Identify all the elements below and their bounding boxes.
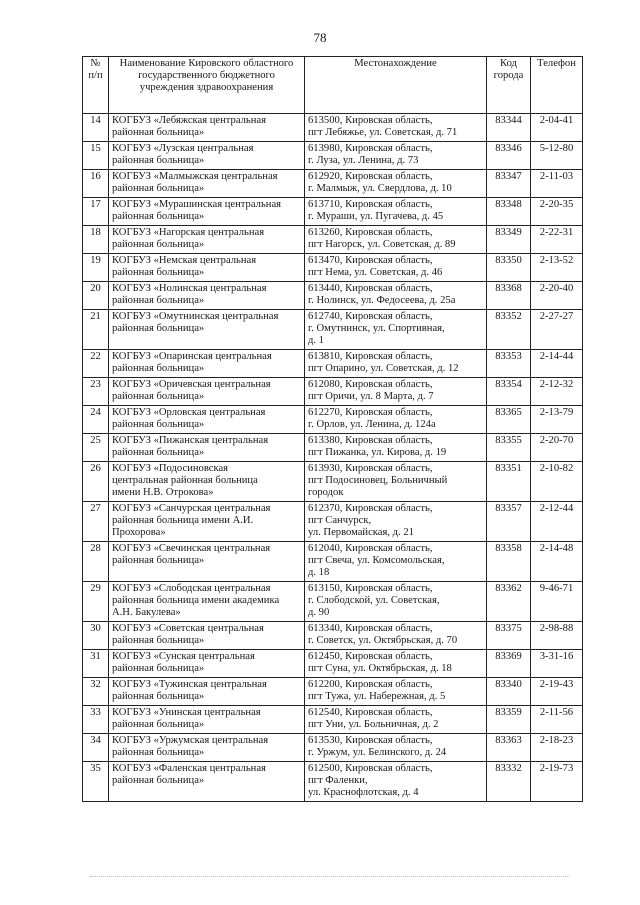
header-city-code: Код города (487, 57, 531, 114)
institution-name: КОГБУЗ «Подосиновская центральная районная больница имени Н.В. Отрокова» (109, 462, 305, 502)
institution-name: КОГБУЗ «Опаринская центральная районная больница» (109, 350, 305, 378)
institution-name: КОГБУЗ «Свечинская центральная районная больница» (109, 542, 305, 582)
table-body (83, 114, 583, 802)
city-code: 83348 (487, 198, 531, 226)
phone-number: 2-20-40 (531, 282, 583, 310)
city-code: 83362 (487, 582, 531, 622)
table-row (83, 678, 583, 706)
row-number: 25 (83, 434, 109, 462)
row-number: 28 (83, 542, 109, 582)
institution-name: КОГБУЗ «Тужинская центральная районная больница» (109, 678, 305, 706)
table-row (83, 170, 583, 198)
table-row (83, 706, 583, 734)
phone-number: 2-12-44 (531, 502, 583, 542)
table-row (83, 462, 583, 502)
table-row (83, 622, 583, 650)
city-code: 83365 (487, 406, 531, 434)
row-number: 15 (83, 142, 109, 170)
institution-address: 612450, Кировская область, пгт Суна, ул. Октябрьская, д. 18 (305, 650, 487, 678)
city-code: 83375 (487, 622, 531, 650)
institution-address: 613470, Кировская область, пгт Нема, ул. Советская, д. 46 (305, 254, 487, 282)
institution-address: 613260, Кировская область, пгт Нагорск, ул. Советская, д. 89 (305, 226, 487, 254)
header-location: Местонахождение (305, 57, 487, 114)
institution-address: 613500, Кировская область, пгт Лебяжье, ул. Советская, д. 71 (305, 114, 487, 142)
institution-name: КОГБУЗ «Нолинская центральная районная больница» (109, 282, 305, 310)
institution-name: КОГБУЗ «Мурашинская центральная районная больница» (109, 198, 305, 226)
table-header-row (83, 57, 583, 114)
institution-address: 612500, Кировская область, пгт Фаленки, ул. Краснофлотская, д. 4 (305, 762, 487, 802)
row-number: 35 (83, 762, 109, 802)
institution-address: 613930, Кировская область, пгт Подосиновец, Больничный городок (305, 462, 487, 502)
phone-number: 2-14-48 (531, 542, 583, 582)
row-number: 19 (83, 254, 109, 282)
row-number: 17 (83, 198, 109, 226)
table-row (83, 406, 583, 434)
city-code: 83357 (487, 502, 531, 542)
phone-number: 2-18-23 (531, 734, 583, 762)
institution-address: 613380, Кировская область, пгт Пижанка, ул. Кирова, д. 19 (305, 434, 487, 462)
phone-number: 2-13-79 (531, 406, 583, 434)
phone-number: 2-10-82 (531, 462, 583, 502)
institution-address: 612080, Кировская область, пгт Оричи, ул. 8 Марта, д. 7 (305, 378, 487, 406)
institution-name: КОГБУЗ «Санчурская центральная районная больница имени А.И. Прохорова» (109, 502, 305, 542)
city-code: 83353 (487, 350, 531, 378)
page-number: 78 (313, 30, 327, 45)
institution-address: 612920, Кировская область, г. Малмыж, ул. Свердлова, д. 10 (305, 170, 487, 198)
row-number: 30 (83, 622, 109, 650)
institution-address: 612270, Кировская область, г. Орлов, ул. Ленина, д. 124а (305, 406, 487, 434)
institution-name: КОГБУЗ «Оричевская центральная районная больница» (109, 378, 305, 406)
institution-address: 612540, Кировская область, пгт Уни, ул. Больничная, д. 2 (305, 706, 487, 734)
institution-name: КОГБУЗ «Слободская центральная районная больница имени академика А.Н. Бакулева» (109, 582, 305, 622)
institution-name: КОГБУЗ «Фаленская центральная районная больница» (109, 762, 305, 802)
city-code: 83359 (487, 706, 531, 734)
city-code: 83350 (487, 254, 531, 282)
row-number: 16 (83, 170, 109, 198)
row-number: 27 (83, 502, 109, 542)
header-phone: Телефон (531, 57, 583, 114)
institution-name: КОГБУЗ «Сунская центральная районная больница» (109, 650, 305, 678)
table-row (83, 226, 583, 254)
institution-address: 613530, Кировская область, г. Уржум, ул. Белинского, д. 24 (305, 734, 487, 762)
city-code: 83352 (487, 310, 531, 350)
city-code: 83351 (487, 462, 531, 502)
row-number: 26 (83, 462, 109, 502)
institution-name: КОГБУЗ «Немская центральная районная больница» (109, 254, 305, 282)
phone-number: 2-19-43 (531, 678, 583, 706)
city-code: 83355 (487, 434, 531, 462)
institution-address: 612200, Кировская область, пгт Тужа, ул. Набережная, д. 5 (305, 678, 487, 706)
institution-address: 613340, Кировская область, г. Советск, ул. Октябрьская, д. 70 (305, 622, 487, 650)
phone-number: 2-27-27 (531, 310, 583, 350)
table-row (83, 582, 583, 622)
phone-number: 5-12-80 (531, 142, 583, 170)
table-row (83, 542, 583, 582)
institution-address: 612740, Кировская область, г. Омутнинск, ул. Спортивная, д. 1 (305, 310, 487, 350)
phone-number: 9-46-71 (531, 582, 583, 622)
city-code: 83368 (487, 282, 531, 310)
institution-name: КОГБУЗ «Уржумская центральная районная больница» (109, 734, 305, 762)
institution-address: 612040, Кировская область, пгт Свеча, ул. Комсомольская, д. 18 (305, 542, 487, 582)
phone-number: 2-13-52 (531, 254, 583, 282)
city-code: 83332 (487, 762, 531, 802)
city-code: 83358 (487, 542, 531, 582)
row-number: 34 (83, 734, 109, 762)
scan-footer-dots (90, 876, 570, 878)
city-code: 83346 (487, 142, 531, 170)
phone-number: 2-04-41 (531, 114, 583, 142)
row-number: 29 (83, 582, 109, 622)
table-row (83, 142, 583, 170)
row-number: 31 (83, 650, 109, 678)
table-row (83, 502, 583, 542)
table-row (83, 198, 583, 226)
city-code: 83340 (487, 678, 531, 706)
institution-name: КОГБУЗ «Советская центральная районная больница» (109, 622, 305, 650)
city-code: 83354 (487, 378, 531, 406)
institution-name: КОГБУЗ «Пижанская центральная районная больница» (109, 434, 305, 462)
row-number: 24 (83, 406, 109, 434)
institution-address: 613980, Кировская область, г. Луза, ул. Ленина, д. 73 (305, 142, 487, 170)
phone-number: 2-11-56 (531, 706, 583, 734)
phone-number: 2-12-32 (531, 378, 583, 406)
table-row (83, 282, 583, 310)
institution-address: 613710, Кировская область, г. Мураши, ул. Пугачева, д. 45 (305, 198, 487, 226)
city-code: 83347 (487, 170, 531, 198)
institution-address: 613810, Кировская область, пгт Опарино, ул. Советская, д. 12 (305, 350, 487, 378)
row-number: 21 (83, 310, 109, 350)
row-number: 22 (83, 350, 109, 378)
institution-name: КОГБУЗ «Малмыжская центральная районная больница» (109, 170, 305, 198)
row-number: 23 (83, 378, 109, 406)
row-number: 20 (83, 282, 109, 310)
phone-number: 3-31-16 (531, 650, 583, 678)
institution-name: КОГБУЗ «Лузская центральная районная больница» (109, 142, 305, 170)
institution-name: КОГБУЗ «Омутнинская центральная районная больница» (109, 310, 305, 350)
table-row (83, 650, 583, 678)
table-row (83, 378, 583, 406)
table-row (83, 762, 583, 802)
phone-number: 2-20-70 (531, 434, 583, 462)
phone-number: 2-19-73 (531, 762, 583, 802)
institution-address: 612370, Кировская область, пгт Санчурск, ул. Первомайская, д. 21 (305, 502, 487, 542)
institution-name: КОГБУЗ «Орловская центральная районная больница» (109, 406, 305, 434)
institution-address: 613150, Кировская область, г. Слободской, ул. Советская, д. 90 (305, 582, 487, 622)
table-row (83, 350, 583, 378)
table-row (83, 310, 583, 350)
row-number: 14 (83, 114, 109, 142)
institution-name: КОГБУЗ «Унинская центральная районная больница» (109, 706, 305, 734)
phone-number: 2-20-35 (531, 198, 583, 226)
table-row (83, 434, 583, 462)
phone-number: 2-98-88 (531, 622, 583, 650)
city-code: 83344 (487, 114, 531, 142)
row-number: 32 (83, 678, 109, 706)
row-number: 18 (83, 226, 109, 254)
phone-number: 2-22-31 (531, 226, 583, 254)
table-row (83, 254, 583, 282)
row-number: 33 (83, 706, 109, 734)
header-institution-name: Наименование Кировского областного государственного бюджетного учреждения здравоохранения (109, 57, 305, 114)
phone-number: 2-11-03 (531, 170, 583, 198)
institution-name: КОГБУЗ «Лебяжская центральная районная больница» (109, 114, 305, 142)
table-row (83, 114, 583, 142)
header-number: № п/п (83, 57, 109, 114)
institution-address: 613440, Кировская область, г. Нолинск, ул. Федосеева, д. 25а (305, 282, 487, 310)
table-row (83, 734, 583, 762)
city-code: 83349 (487, 226, 531, 254)
institution-name: КОГБУЗ «Нагорская центральная районная больница» (109, 226, 305, 254)
hospital-registry-table (82, 56, 583, 802)
phone-number: 2-14-44 (531, 350, 583, 378)
city-code: 83369 (487, 650, 531, 678)
city-code: 83363 (487, 734, 531, 762)
